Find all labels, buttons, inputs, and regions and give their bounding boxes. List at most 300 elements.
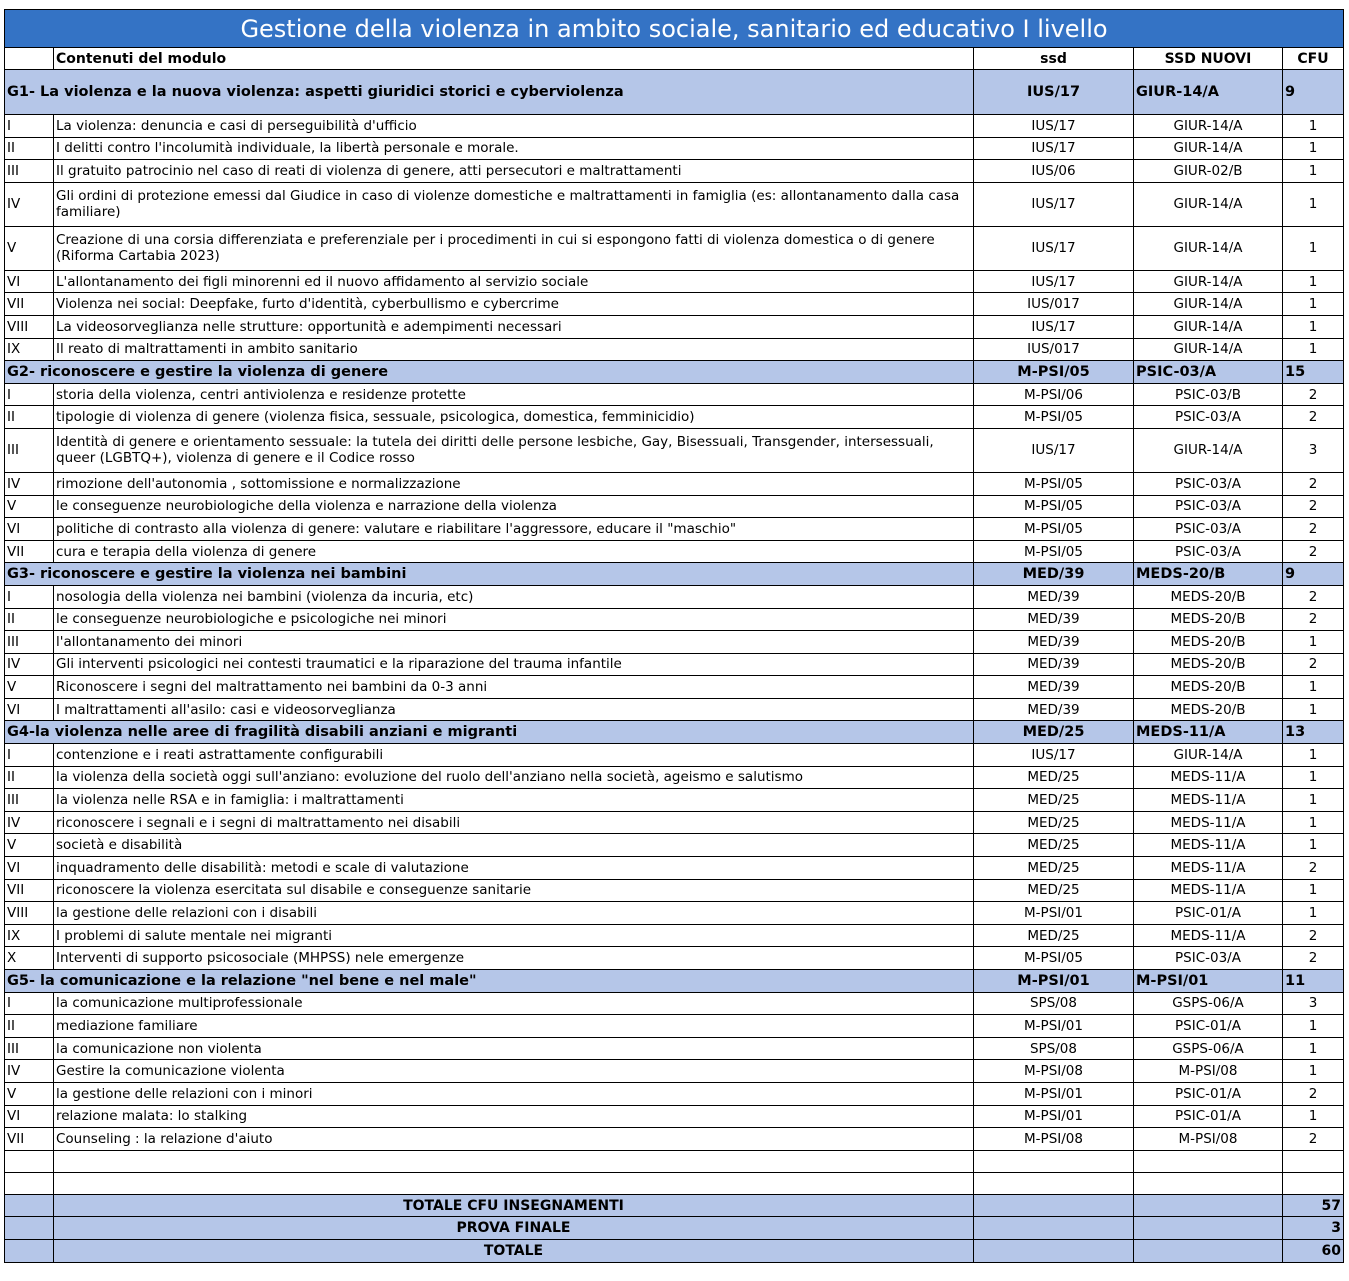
item-number: I bbox=[5, 383, 54, 406]
header-ssd-new: SSD NUOVI bbox=[1134, 48, 1283, 70]
item-ssd: MED/25 bbox=[974, 789, 1134, 812]
item-cfu: 1 bbox=[1283, 1060, 1344, 1083]
item-number: II bbox=[5, 406, 54, 429]
empty-cell bbox=[5, 1150, 54, 1172]
module-item-row bbox=[5, 766, 1344, 789]
item-number: V bbox=[5, 834, 54, 857]
header-num-cell bbox=[5, 48, 54, 70]
module-item-row bbox=[5, 924, 1344, 947]
item-number: II bbox=[5, 608, 54, 631]
item-number: I bbox=[5, 585, 54, 608]
item-cfu: 2 bbox=[1283, 383, 1344, 406]
item-cfu: 1 bbox=[1283, 766, 1344, 789]
module-item-row bbox=[5, 992, 1344, 1015]
item-ssd: M-PSI/01 bbox=[974, 1015, 1134, 1038]
item-ssd-new: MEDS-11/A bbox=[1134, 811, 1283, 834]
item-ssd-new: PSIC-01/A bbox=[1134, 1015, 1283, 1038]
item-content: nosologia della violenza nei bambini (violenza da incuria, etc) bbox=[54, 585, 974, 608]
module-group-ssd-new: MEDS-11/A bbox=[1134, 721, 1283, 744]
item-cfu: 3 bbox=[1283, 992, 1344, 1015]
total-value: 3 bbox=[1283, 1217, 1344, 1240]
item-ssd-new: MEDS-11/A bbox=[1134, 834, 1283, 857]
empty-cell bbox=[1134, 1172, 1283, 1194]
item-ssd: M-PSI/08 bbox=[974, 1128, 1134, 1151]
item-content: Gli interventi psicologici nei contesti traumatici e la riparazione del trauma infantile bbox=[54, 653, 974, 676]
module-item-row bbox=[5, 947, 1344, 970]
total-empty-cell bbox=[974, 1217, 1134, 1240]
item-content: politiche di contrasto alla violenza di genere: valutare e riabilitare l'aggressore, educare il "maschio" bbox=[54, 518, 974, 541]
item-number: VI bbox=[5, 698, 54, 721]
item-ssd-new: PSIC-03/A bbox=[1134, 540, 1283, 563]
item-number: V bbox=[5, 1082, 54, 1105]
item-ssd: M-PSI/06 bbox=[974, 383, 1134, 406]
item-content: inquadramento delle disabilità: metodi e scale di valutazione bbox=[54, 857, 974, 880]
item-cfu: 2 bbox=[1283, 947, 1344, 970]
item-cfu: 1 bbox=[1283, 137, 1344, 160]
item-ssd: IUS/17 bbox=[974, 115, 1134, 138]
item-cfu: 2 bbox=[1283, 518, 1344, 541]
item-number: I bbox=[5, 115, 54, 138]
module-item-row bbox=[5, 676, 1344, 699]
module-item-row bbox=[5, 744, 1344, 767]
module-item-row bbox=[5, 585, 1344, 608]
item-ssd: IUS/17 bbox=[974, 137, 1134, 160]
item-ssd-new: MEDS-20/B bbox=[1134, 585, 1283, 608]
item-content: le conseguenze neurobiologiche della violenza e narrazione della violenza bbox=[54, 495, 974, 518]
item-content: rimozione dell'autonomia , sottomissione e normalizzazione bbox=[54, 472, 974, 495]
item-ssd: MED/39 bbox=[974, 698, 1134, 721]
item-content: contenzione e i reati astrattamente configurabili bbox=[54, 744, 974, 767]
item-ssd: IUS/17 bbox=[974, 428, 1134, 472]
item-ssd: IUS/017 bbox=[974, 293, 1134, 316]
item-content: la violenza della società oggi sull'anziano: evoluzione del ruolo dell'anziano nella società, ageismo e salutismo bbox=[54, 766, 974, 789]
item-number: IV bbox=[5, 811, 54, 834]
item-ssd: MED/39 bbox=[974, 608, 1134, 631]
item-cfu: 2 bbox=[1283, 857, 1344, 880]
header-row bbox=[5, 48, 1344, 70]
item-ssd: M-PSI/01 bbox=[974, 1082, 1134, 1105]
total-empty-cell bbox=[5, 1217, 54, 1240]
item-cfu: 1 bbox=[1283, 338, 1344, 361]
item-content: la gestione delle relazioni con i disabili bbox=[54, 902, 974, 925]
item-ssd-new: PSIC-03/A bbox=[1134, 406, 1283, 429]
item-content: Il reato di maltrattamenti in ambito sanitario bbox=[54, 338, 974, 361]
item-number: VII bbox=[5, 293, 54, 316]
item-ssd-new: PSIC-03/A bbox=[1134, 472, 1283, 495]
item-cfu: 1 bbox=[1283, 698, 1344, 721]
item-ssd-new: MEDS-20/B bbox=[1134, 698, 1283, 721]
module-item-row bbox=[5, 1015, 1344, 1038]
empty-cell bbox=[5, 1172, 54, 1194]
total-empty-cell bbox=[1134, 1239, 1283, 1262]
total-label: TOTALE CFU INSEGNAMENTI bbox=[54, 1194, 974, 1217]
module-item-row bbox=[5, 406, 1344, 429]
module-item-row bbox=[5, 653, 1344, 676]
item-ssd: MED/25 bbox=[974, 924, 1134, 947]
item-cfu: 1 bbox=[1283, 160, 1344, 183]
item-ssd: IUS/17 bbox=[974, 744, 1134, 767]
item-cfu: 1 bbox=[1283, 315, 1344, 338]
item-ssd: IUS/06 bbox=[974, 160, 1134, 183]
item-ssd-new: PSIC-03/A bbox=[1134, 518, 1283, 541]
item-cfu: 1 bbox=[1283, 293, 1344, 316]
module-item-row bbox=[5, 879, 1344, 902]
item-number: IX bbox=[5, 924, 54, 947]
item-ssd: SPS/08 bbox=[974, 1037, 1134, 1060]
header-ssd: ssd bbox=[974, 48, 1134, 70]
item-ssd-new: GIUR-14/A bbox=[1134, 428, 1283, 472]
item-ssd: MED/39 bbox=[974, 631, 1134, 654]
item-cfu: 2 bbox=[1283, 495, 1344, 518]
item-ssd: M-PSI/05 bbox=[974, 406, 1134, 429]
item-ssd-new: GIUR-14/A bbox=[1134, 744, 1283, 767]
item-ssd-new: MEDS-11/A bbox=[1134, 766, 1283, 789]
item-ssd: M-PSI/05 bbox=[974, 518, 1134, 541]
total-label: TOTALE bbox=[54, 1239, 974, 1262]
module-group-ssd: M-PSI/05 bbox=[974, 361, 1134, 384]
empty-row bbox=[5, 1150, 1344, 1172]
item-cfu: 2 bbox=[1283, 1082, 1344, 1105]
item-cfu: 1 bbox=[1283, 1015, 1344, 1038]
item-number: VI bbox=[5, 518, 54, 541]
item-content: l'allontanamento dei minori bbox=[54, 631, 974, 654]
item-number: IV bbox=[5, 472, 54, 495]
module-item-row bbox=[5, 1082, 1344, 1105]
item-ssd-new: MEDS-20/B bbox=[1134, 631, 1283, 654]
item-number: IV bbox=[5, 182, 54, 226]
item-ssd-new: MEDS-20/B bbox=[1134, 676, 1283, 699]
item-number: II bbox=[5, 137, 54, 160]
item-ssd: MED/25 bbox=[974, 766, 1134, 789]
module-group-row bbox=[5, 361, 1344, 384]
total-label: PROVA FINALE bbox=[54, 1217, 974, 1240]
module-item-row bbox=[5, 834, 1344, 857]
module-item-row bbox=[5, 428, 1344, 472]
item-content: L'allontanamento dei figli minorenni ed il nuovo affidamento al servizio sociale bbox=[54, 270, 974, 293]
module-group-row bbox=[5, 70, 1344, 115]
empty-cell bbox=[1283, 1150, 1344, 1172]
item-ssd-new: GIUR-14/A bbox=[1134, 115, 1283, 138]
total-empty-cell bbox=[5, 1239, 54, 1262]
item-ssd: MED/25 bbox=[974, 857, 1134, 880]
item-cfu: 2 bbox=[1283, 924, 1344, 947]
module-group-cfu: 13 bbox=[1283, 721, 1344, 744]
module-group-title: G5- la comunicazione e la relazione "nel bene e nel male" bbox=[5, 970, 974, 993]
module-item-row bbox=[5, 137, 1344, 160]
item-ssd-new: PSIC-03/B bbox=[1134, 383, 1283, 406]
item-content: riconoscere la violenza esercitata sul disabile e conseguenze sanitarie bbox=[54, 879, 974, 902]
module-item-row bbox=[5, 472, 1344, 495]
item-ssd-new: PSIC-03/A bbox=[1134, 947, 1283, 970]
item-number: VII bbox=[5, 1128, 54, 1151]
module-item-row bbox=[5, 608, 1344, 631]
item-content: Riconoscere i segni del maltrattamento nei bambini da 0-3 anni bbox=[54, 676, 974, 699]
item-content: la comunicazione non violenta bbox=[54, 1037, 974, 1060]
item-number: I bbox=[5, 744, 54, 767]
item-content: La violenza: denuncia e casi di perseguibilità d'ufficio bbox=[54, 115, 974, 138]
item-ssd-new: GSPS-06/A bbox=[1134, 992, 1283, 1015]
empty-cell bbox=[54, 1150, 974, 1172]
item-number: VIII bbox=[5, 315, 54, 338]
empty-cell bbox=[54, 1172, 974, 1194]
module-group-cfu: 9 bbox=[1283, 563, 1344, 586]
item-number: VI bbox=[5, 1105, 54, 1128]
item-cfu: 1 bbox=[1283, 834, 1344, 857]
item-ssd-new: GSPS-06/A bbox=[1134, 1037, 1283, 1060]
total-empty-cell bbox=[1134, 1194, 1283, 1217]
item-ssd: MED/25 bbox=[974, 834, 1134, 857]
item-content: tipologie di violenza di genere (violenza fisica, sessuale, psicologica, domestica, femminicidio) bbox=[54, 406, 974, 429]
item-content: mediazione familiare bbox=[54, 1015, 974, 1038]
item-content: riconoscere i segnali e i segni di maltrattamento nei disabili bbox=[54, 811, 974, 834]
item-ssd: M-PSI/05 bbox=[974, 540, 1134, 563]
item-number: IV bbox=[5, 653, 54, 676]
item-ssd-new: GIUR-14/A bbox=[1134, 270, 1283, 293]
item-number: IV bbox=[5, 1060, 54, 1083]
module-group-ssd-new: PSIC-03/A bbox=[1134, 361, 1283, 384]
item-cfu: 2 bbox=[1283, 540, 1344, 563]
item-cfu: 2 bbox=[1283, 1128, 1344, 1151]
module-item-row bbox=[5, 270, 1344, 293]
item-content: Identità di genere e orientamento sessuale: la tutela dei diritti delle persone lesbiche, Gay, Bisessuali, Transgender, intersessuali, queer (LGBTQ+), violenza di genere e il Codice rosso bbox=[54, 428, 974, 472]
module-item-row bbox=[5, 1060, 1344, 1083]
header-cfu: CFU bbox=[1283, 48, 1344, 70]
module-item-row bbox=[5, 338, 1344, 361]
item-number: III bbox=[5, 428, 54, 472]
item-number: III bbox=[5, 160, 54, 183]
item-ssd-new: MEDS-20/B bbox=[1134, 608, 1283, 631]
total-row bbox=[5, 1194, 1344, 1217]
item-cfu: 2 bbox=[1283, 472, 1344, 495]
item-ssd-new: M-PSI/08 bbox=[1134, 1060, 1283, 1083]
item-number: VII bbox=[5, 540, 54, 563]
item-ssd: IUS/17 bbox=[974, 315, 1134, 338]
item-content: Gestire la comunicazione violenta bbox=[54, 1060, 974, 1083]
item-ssd: MED/39 bbox=[974, 585, 1134, 608]
item-cfu: 2 bbox=[1283, 653, 1344, 676]
item-content: storia della violenza, centri antiviolenza e residenze protette bbox=[54, 383, 974, 406]
item-ssd: IUS/17 bbox=[974, 226, 1134, 270]
module-item-row bbox=[5, 857, 1344, 880]
item-ssd: M-PSI/08 bbox=[974, 1060, 1134, 1083]
item-content: relazione malata: lo stalking bbox=[54, 1105, 974, 1128]
item-ssd-new: MEDS-11/A bbox=[1134, 879, 1283, 902]
module-item-row bbox=[5, 315, 1344, 338]
item-content: cura e terapia della violenza di genere bbox=[54, 540, 974, 563]
item-ssd-new: GIUR-02/B bbox=[1134, 160, 1283, 183]
item-ssd-new: MEDS-20/B bbox=[1134, 653, 1283, 676]
module-group-title: G3- riconoscere e gestire la violenza nei bambini bbox=[5, 563, 974, 586]
item-content: La videosorveglianza nelle strutture: opportunità e adempimenti necessari bbox=[54, 315, 974, 338]
item-ssd: M-PSI/05 bbox=[974, 472, 1134, 495]
item-content: Creazione di una corsia differenziata e preferenziale per i procedimenti in cui si espongono fatti di violenza domestica o di genere (Riforma Cartabia 2023) bbox=[54, 226, 974, 270]
item-content: la violenza nelle RSA e in famiglia: i maltrattamenti bbox=[54, 789, 974, 812]
module-group-title: G4-la violenza nelle aree di fragilità disabili anziani e migranti bbox=[5, 721, 974, 744]
item-ssd-new: GIUR-14/A bbox=[1134, 338, 1283, 361]
item-number: III bbox=[5, 1037, 54, 1060]
header-content: Contenuti del modulo bbox=[54, 48, 974, 70]
item-number: V bbox=[5, 676, 54, 699]
course-table-body bbox=[5, 10, 1344, 1263]
module-group-row bbox=[5, 970, 1344, 993]
item-content: I maltrattamenti all'asilo: casi e videosorveglianza bbox=[54, 698, 974, 721]
module-item-row bbox=[5, 1037, 1344, 1060]
item-ssd-new: MEDS-11/A bbox=[1134, 789, 1283, 812]
item-number: VIII bbox=[5, 902, 54, 925]
module-item-row bbox=[5, 1105, 1344, 1128]
module-item-row bbox=[5, 789, 1344, 812]
module-item-row bbox=[5, 383, 1344, 406]
item-ssd-new: GIUR-14/A bbox=[1134, 137, 1283, 160]
item-cfu: 1 bbox=[1283, 182, 1344, 226]
item-content: I problemi di salute mentale nei migranti bbox=[54, 924, 974, 947]
item-cfu: 1 bbox=[1283, 1105, 1344, 1128]
page-title: Gestione della violenza in ambito sociale, sanitario ed educativo I livello bbox=[5, 10, 1344, 48]
item-ssd: IUS/17 bbox=[974, 270, 1134, 293]
item-cfu: 1 bbox=[1283, 226, 1344, 270]
total-value: 60 bbox=[1283, 1239, 1344, 1262]
course-table bbox=[4, 9, 1344, 1263]
item-ssd-new: GIUR-14/A bbox=[1134, 293, 1283, 316]
item-cfu: 1 bbox=[1283, 811, 1344, 834]
module-item-row bbox=[5, 540, 1344, 563]
item-cfu: 1 bbox=[1283, 115, 1344, 138]
total-row bbox=[5, 1217, 1344, 1240]
item-cfu: 2 bbox=[1283, 608, 1344, 631]
item-cfu: 2 bbox=[1283, 585, 1344, 608]
empty-cell bbox=[974, 1172, 1134, 1194]
item-ssd-new: M-PSI/08 bbox=[1134, 1128, 1283, 1151]
total-value: 57 bbox=[1283, 1194, 1344, 1217]
module-item-row bbox=[5, 293, 1344, 316]
module-group-row bbox=[5, 563, 1344, 586]
item-content: Counseling : la relazione d'aiuto bbox=[54, 1128, 974, 1151]
item-content: la gestione delle relazioni con i minori bbox=[54, 1082, 974, 1105]
item-number: II bbox=[5, 766, 54, 789]
item-number: VI bbox=[5, 270, 54, 293]
item-number: III bbox=[5, 631, 54, 654]
module-group-row bbox=[5, 721, 1344, 744]
module-group-cfu: 15 bbox=[1283, 361, 1344, 384]
module-item-row bbox=[5, 160, 1344, 183]
item-number: I bbox=[5, 992, 54, 1015]
empty-row bbox=[5, 1172, 1344, 1194]
module-group-ssd-new: M-PSI/01 bbox=[1134, 970, 1283, 993]
module-item-row bbox=[5, 518, 1344, 541]
item-number: III bbox=[5, 789, 54, 812]
item-number: X bbox=[5, 947, 54, 970]
item-cfu: 3 bbox=[1283, 428, 1344, 472]
item-ssd-new: PSIC-03/A bbox=[1134, 495, 1283, 518]
module-group-ssd: MED/25 bbox=[974, 721, 1134, 744]
item-content: Il gratuito patrocinio nel caso di reati di violenza di genere, atti persecutori e maltrattamenti bbox=[54, 160, 974, 183]
total-row bbox=[5, 1239, 1344, 1262]
item-content: le conseguenze neurobiologiche e psicologiche nei minori bbox=[54, 608, 974, 631]
module-item-row bbox=[5, 811, 1344, 834]
item-cfu: 1 bbox=[1283, 676, 1344, 699]
module-group-title: G2- riconoscere e gestire la violenza di genere bbox=[5, 361, 974, 384]
item-ssd: MED/25 bbox=[974, 879, 1134, 902]
item-content: Violenza nei social: Deepfake, furto d'identità, cyberbullismo e cybercrime bbox=[54, 293, 974, 316]
module-item-row bbox=[5, 902, 1344, 925]
item-ssd-new: PSIC-01/A bbox=[1134, 902, 1283, 925]
item-ssd-new: GIUR-14/A bbox=[1134, 315, 1283, 338]
course-table-sheet bbox=[4, 9, 1343, 1263]
module-group-title: G1- La violenza e la nuova violenza: aspetti giuridici storici e cyberviolenza bbox=[5, 70, 974, 115]
item-content: la comunicazione multiprofessionale bbox=[54, 992, 974, 1015]
item-ssd-new: GIUR-14/A bbox=[1134, 226, 1283, 270]
item-ssd-new: MEDS-11/A bbox=[1134, 857, 1283, 880]
module-group-ssd-new: MEDS-20/B bbox=[1134, 563, 1283, 586]
module-group-ssd: MED/39 bbox=[974, 563, 1134, 586]
item-content: Interventi di supporto psicosociale (MHPSS) nele emergenze bbox=[54, 947, 974, 970]
item-ssd: MED/39 bbox=[974, 676, 1134, 699]
item-number: VII bbox=[5, 879, 54, 902]
module-group-ssd: IUS/17 bbox=[974, 70, 1134, 115]
empty-cell bbox=[1283, 1172, 1344, 1194]
title-row bbox=[5, 10, 1344, 48]
empty-cell bbox=[974, 1150, 1134, 1172]
module-item-row bbox=[5, 495, 1344, 518]
item-content: Gli ordini di protezione emessi dal Giudice in caso di violenze domestiche e maltrattamenti in famiglia (es: allontanamento dalla casa familiare) bbox=[54, 182, 974, 226]
module-group-cfu: 11 bbox=[1283, 970, 1344, 993]
module-item-row bbox=[5, 1128, 1344, 1151]
module-group-ssd: M-PSI/01 bbox=[974, 970, 1134, 993]
item-cfu: 1 bbox=[1283, 270, 1344, 293]
total-empty-cell bbox=[974, 1239, 1134, 1262]
item-cfu: 1 bbox=[1283, 1037, 1344, 1060]
item-ssd: M-PSI/01 bbox=[974, 902, 1134, 925]
item-cfu: 1 bbox=[1283, 744, 1344, 767]
item-ssd: M-PSI/05 bbox=[974, 495, 1134, 518]
item-ssd: SPS/08 bbox=[974, 992, 1134, 1015]
item-cfu: 2 bbox=[1283, 406, 1344, 429]
module-item-row bbox=[5, 115, 1344, 138]
item-ssd: MED/39 bbox=[974, 653, 1134, 676]
total-empty-cell bbox=[5, 1194, 54, 1217]
item-ssd: M-PSI/01 bbox=[974, 1105, 1134, 1128]
empty-cell bbox=[1134, 1150, 1283, 1172]
module-item-row bbox=[5, 182, 1344, 226]
item-content: I delitti contro l'incolumità individuale, la libertà personale e morale. bbox=[54, 137, 974, 160]
item-ssd: IUS/017 bbox=[974, 338, 1134, 361]
item-ssd-new: MEDS-11/A bbox=[1134, 924, 1283, 947]
module-item-row bbox=[5, 698, 1344, 721]
item-number: IX bbox=[5, 338, 54, 361]
item-number: V bbox=[5, 495, 54, 518]
item-ssd-new: PSIC-01/A bbox=[1134, 1105, 1283, 1128]
item-cfu: 1 bbox=[1283, 789, 1344, 812]
item-ssd: MED/25 bbox=[974, 811, 1134, 834]
item-ssd: M-PSI/05 bbox=[974, 947, 1134, 970]
module-group-ssd-new: GIUR-14/A bbox=[1134, 70, 1283, 115]
item-cfu: 1 bbox=[1283, 631, 1344, 654]
module-item-row bbox=[5, 631, 1344, 654]
total-empty-cell bbox=[974, 1194, 1134, 1217]
module-group-cfu: 9 bbox=[1283, 70, 1344, 115]
item-number: VI bbox=[5, 857, 54, 880]
item-cfu: 1 bbox=[1283, 902, 1344, 925]
item-number: II bbox=[5, 1015, 54, 1038]
item-ssd-new: GIUR-14/A bbox=[1134, 182, 1283, 226]
module-item-row bbox=[5, 226, 1344, 270]
item-number: V bbox=[5, 226, 54, 270]
item-ssd-new: PSIC-01/A bbox=[1134, 1082, 1283, 1105]
item-content: società e disabilità bbox=[54, 834, 974, 857]
total-empty-cell bbox=[1134, 1217, 1283, 1240]
item-ssd: IUS/17 bbox=[974, 182, 1134, 226]
item-cfu: 1 bbox=[1283, 879, 1344, 902]
